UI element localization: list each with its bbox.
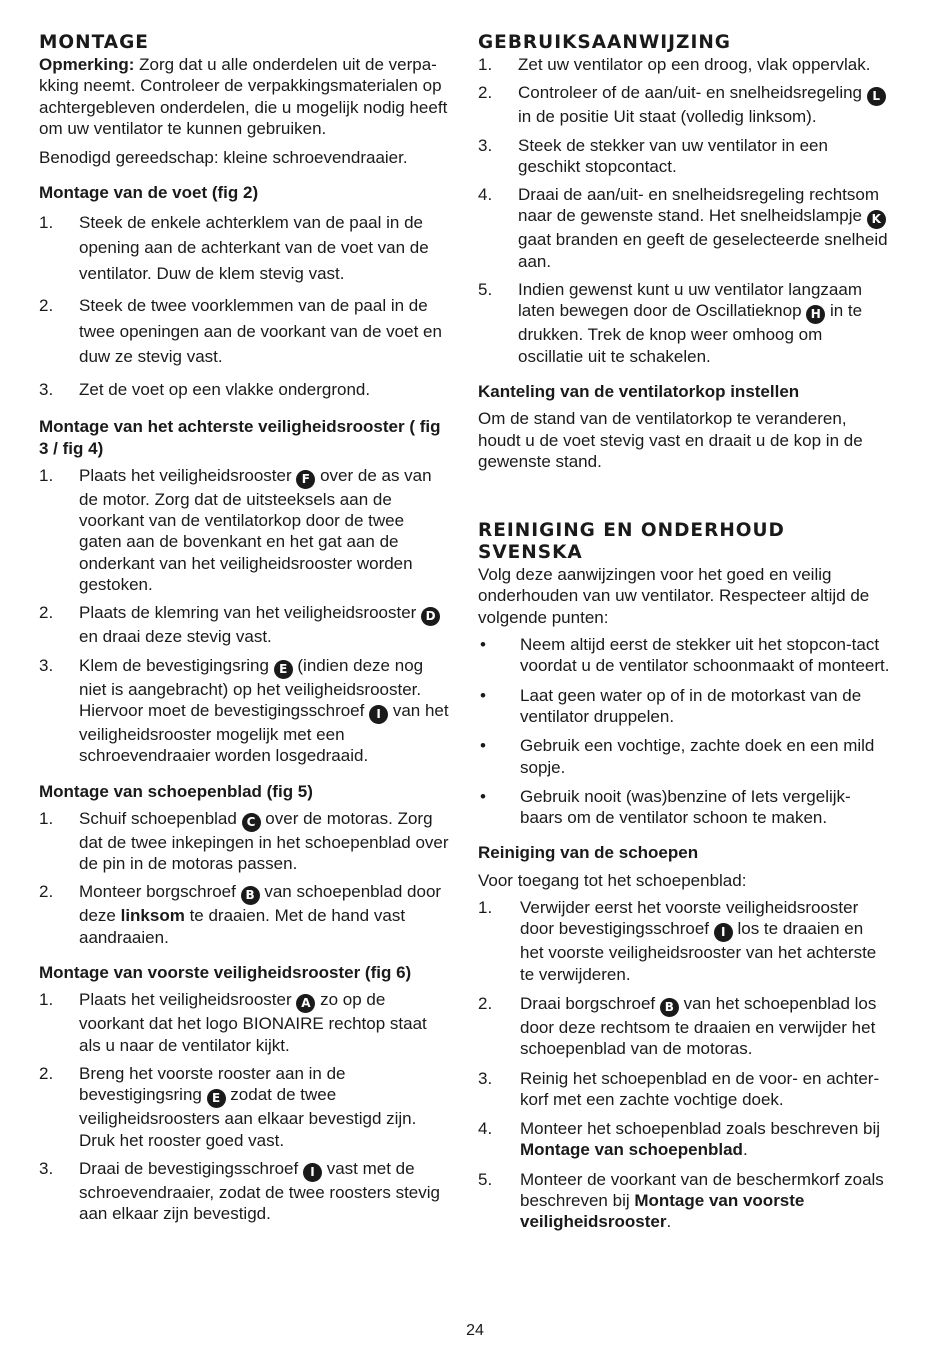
section-title-usage: GEBRUIKSAANWIJZING	[478, 32, 731, 53]
list-item: 1. Verwijder eerst het voorste veiligheidsrooster door bevestigingsschroef I los te draaien en het voorste veiligheidsrooster van het achterste te verwijderen.	[478, 898, 877, 984]
list-item: 1. Zet uw ventilator op een droog, vlak oppervlak.	[478, 55, 871, 74]
tilt-paragraph: Om de stand van de ventilatorkop te veranderen, houdt u de voet stevig vast en draait u de kop in de gewenste stand.	[478, 409, 863, 471]
cleaning-bullet-list	[478, 634, 890, 828]
cleaning-intro: Volg deze aanwijzingen voor het goed en veilig onderhouden van uw ventilator. Respecteer altijd de volgende punten:	[478, 565, 870, 627]
list-item: 2. Steek de twee voorklemmen van de paal in de twee openingen aan de voorkant van de voet en duw ze stevig vast.	[39, 296, 442, 367]
part-marker-c-icon: C	[242, 813, 261, 832]
note-label: Opmerking:	[39, 55, 135, 74]
list-item: • Laat geen water op of in de motorkast van de ventilator druppelen.	[480, 685, 862, 726]
list-item: • Gebruik een vochtige, zachte doek en een mild sopje.	[480, 736, 875, 777]
part-marker-h-icon: H	[806, 305, 825, 324]
list-item: 1. Steek de enkele achterklem van de paal in de opening aan de achterkant van de voet van de ventilator. Duw de klem stevig vast.	[39, 212, 429, 283]
list-item: 2. Monteer borgschroef B van schoepenblad door deze linksom te draaien. Met de hand vast aandraaien.	[39, 882, 442, 947]
part-marker-e-icon: E	[274, 660, 293, 679]
part-marker-f-icon: F	[296, 470, 315, 489]
front-guard-list	[39, 989, 451, 1224]
blade-cleaning-intro: Voor toegang tot het schoepenblad:	[478, 870, 747, 890]
list-item: 1. Plaats het veiligheidsrooster A zo op de voorkant dat het logo BIONAIRE rechtop staat als u naar de ventilator kijkt.	[39, 990, 427, 1055]
heading-blade-assembly: Montage van schoepenblad (fig 5)	[39, 781, 313, 801]
part-marker-b-icon: B	[241, 886, 260, 905]
list-item: 3. Draai de bevestigingsschroef I vast met de schroevendraaier, zodat de twee roosters stevig aan elkaar zijn bevestigd.	[39, 1158, 440, 1224]
heading-front-guard: Montage van voorste veiligheidsrooster (fig 6)	[39, 963, 412, 983]
heading-foot-assembly: Montage van de voet (fig 2)	[39, 183, 259, 203]
part-marker-i-icon: I	[303, 1163, 322, 1182]
heading-tilt: Kanteling van de ventilatorkop instellen	[478, 381, 800, 401]
page-number: 24	[466, 1322, 484, 1339]
part-marker-k-icon: K	[867, 210, 886, 229]
heading-rear-guard: Montage van het achterste veiligheidsrooster ( fig 3 / fig 4)	[39, 417, 441, 458]
list-item: 1. Schuif schoepenblad C over de motoras. Zorg dat de twee inkepingen in het schoepenblad over de pin in de motoras passen.	[39, 808, 449, 874]
section-title-montage: MONTAGE	[39, 32, 149, 53]
list-item: 3. Klem de bevestigingsring E (indien deze nog niet is aangebracht) op het veiligheidsrooster. Hiervoor moet de bevestigingsschroef I van het veiligheidsrooster mogelijk met een schroevendraaier worden losgedraaid.	[39, 655, 449, 766]
right-column	[478, 32, 890, 1241]
list-item: 3. Zet de voet op een vlakke ondergrond.	[39, 379, 371, 399]
part-marker-i-icon: I	[714, 923, 733, 942]
list-item: 5. Monteer de voorkant van de beschermkorf zoals beschreven bij Montage van voorste veiligheidsrooster.	[478, 1169, 884, 1232]
foot-assembly-list	[39, 210, 451, 403]
list-item: 2. Controleer of de aan/uit- en snelheidsregeling L in de positie Uit staat (volledig linksom).	[478, 82, 890, 127]
list-item: 3. Steek de stekker van uw ventilator in een geschikt stopcontact.	[478, 135, 828, 176]
usage-list	[478, 54, 890, 367]
list-item: 2. Breng het voorste rooster aan in de bevestigingsring E zodat de twee veiligheidsroosters aan elkaar bevestigd zijn. Druk het rooster goed vast.	[39, 1063, 417, 1150]
list-item: 4. Monteer het schoepenblad zoals beschreven bij Montage van schoepenblad.	[478, 1119, 881, 1160]
tools-paragraph: Benodigd gereedschap: kleine schroevendraaier.	[39, 148, 408, 168]
note-text: Zorg dat u alle onderdelen uit de verpa-kking neemt. Controleer de verpakkingsmaterialen op achtergebleven onderdelen, die u mogelijk nodig heeft om uw ventilator te kunnen gebruiken.	[39, 55, 448, 138]
part-marker-l-icon: L	[867, 87, 886, 106]
left-column	[39, 32, 451, 1231]
part-marker-a-icon: A	[296, 994, 315, 1013]
rear-guard-list	[39, 465, 451, 767]
list-item: 3. Reinig het schoepenblad en de voor- en achter-korf met een zachte vochtige doek.	[478, 1068, 880, 1109]
list-item: 2. Plaats de klemring van het veiligheidsrooster D en draai deze stevig vast.	[39, 602, 451, 647]
blade-assembly-list	[39, 808, 451, 948]
part-marker-i-icon: I	[369, 705, 388, 724]
list-item: 2. Draai borgschroef B van het schoepenblad los door deze rechtsom te draaien en verwijder het schoepenblad van de motoras.	[478, 993, 877, 1059]
list-item: 1. Plaats het veiligheidsrooster F over de as van de motor. Zorg dat de uitsteeksels aan de voorkant van de ventilatorkop door de twee gaten aan de bovenkant en het gat aan de onderkant van het veiligheidsrooster worden gestoken.	[39, 465, 432, 595]
section-title-cleaning: REINIGING EN ONDERHOUD SVENSKA	[478, 520, 785, 564]
part-marker-b-icon: B	[660, 998, 679, 1017]
blade-cleaning-list	[478, 897, 890, 1233]
note-paragraph	[39, 54, 451, 139]
list-item: 5. Indien gewenst kunt u uw ventilator langzaam laten bewegen door de Oscillatieknop H in te drukken. Trek de knop weer omhoog om oscillatie uit te schakelen.	[478, 280, 863, 366]
list-item: 4. Draai de aan/uit- en snelheidsregeling rechtsom naar de gewenste stand. Het snelheidslampje K gaat branden en geeft de geselecteerde snelheid aan.	[478, 185, 888, 271]
list-item: • Gebruik nooit (was)benzine of Iets vergelijk-baars om de ventilator schoon te maken.	[480, 786, 851, 828]
part-marker-e-icon: E	[207, 1089, 226, 1108]
heading-blade-cleaning: Reiniging van de schoepen	[478, 843, 699, 863]
part-marker-d-icon: D	[421, 607, 440, 626]
list-item: • Neem altijd eerst de stekker uit het stopcon-tact voordat u de ventilator schoonmaakt of monteert.	[480, 635, 890, 676]
